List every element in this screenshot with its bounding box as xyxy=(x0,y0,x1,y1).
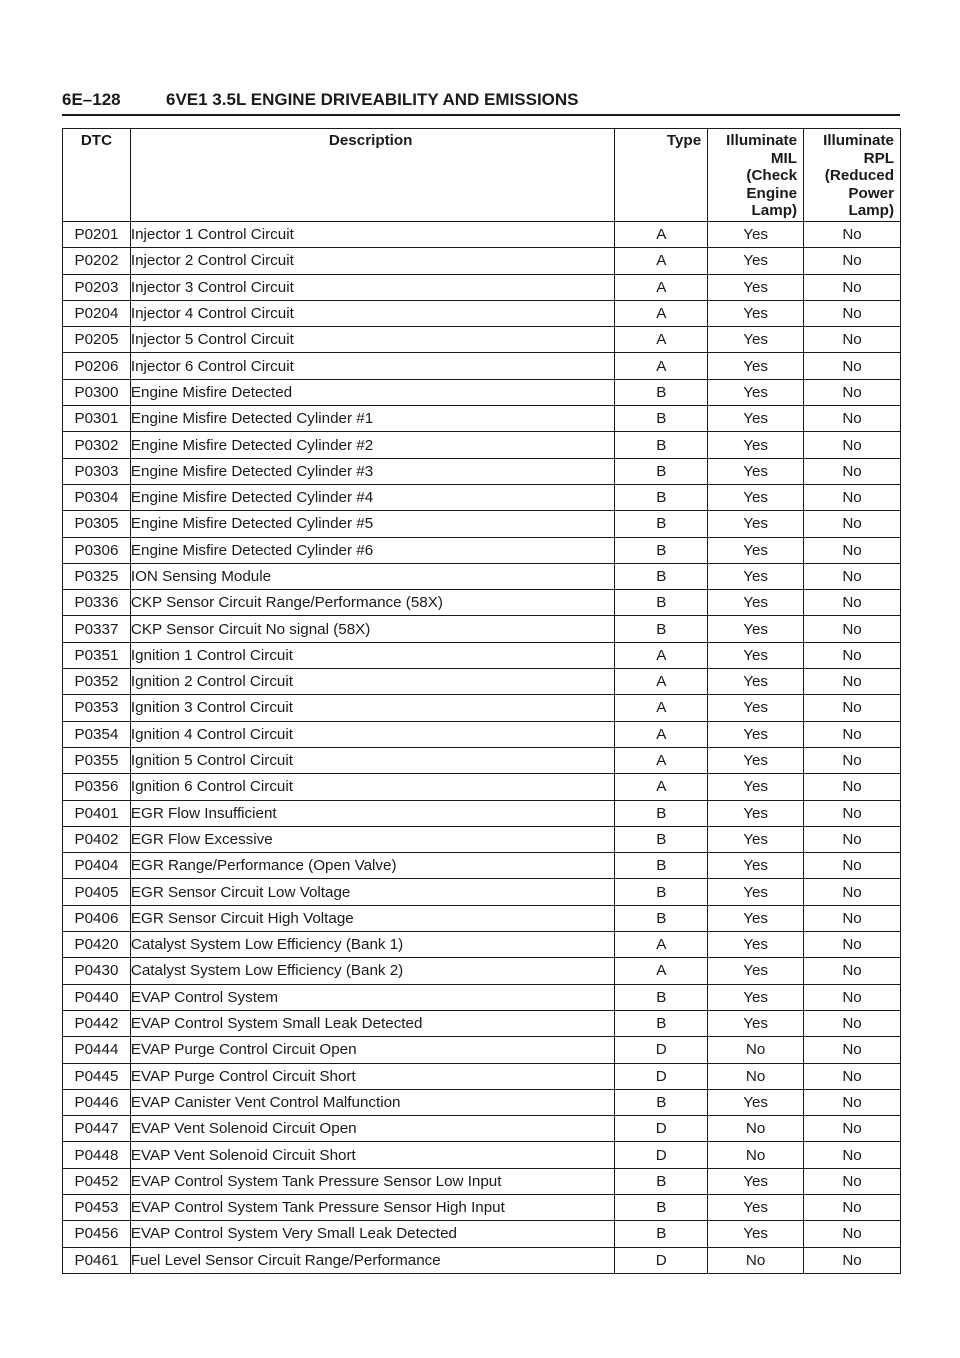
description-cell: Ignition 2 Control Circuit xyxy=(130,669,615,695)
dtc-code-cell: P0354 xyxy=(63,721,131,747)
dtc-table xyxy=(62,128,901,1274)
table-row xyxy=(63,721,901,747)
rpl-header-line: Power xyxy=(848,184,894,202)
page-title: 6VE1 3.5L ENGINE DRIVEABILITY AND EMISSIONS xyxy=(166,90,579,109)
rpl-cell: No xyxy=(804,248,901,274)
description-cell: EVAP Control System Tank Pressure Sensor High Input xyxy=(130,1194,615,1220)
type-cell: A xyxy=(615,274,708,300)
mil-cell: Yes xyxy=(708,669,804,695)
description-cell: Injector 1 Control Circuit xyxy=(130,222,615,248)
dtc-code-cell: P0446 xyxy=(63,1089,131,1115)
type-cell: A xyxy=(615,669,708,695)
type-cell: A xyxy=(615,932,708,958)
description-cell: EVAP Control System xyxy=(130,984,615,1010)
mil-cell: Yes xyxy=(708,932,804,958)
type-cell: B xyxy=(615,379,708,405)
mil-header-line: Illuminate xyxy=(726,132,798,149)
table-header-row xyxy=(63,129,901,222)
table-row xyxy=(63,353,901,379)
dtc-code-cell: P0406 xyxy=(63,905,131,931)
rpl-cell: No xyxy=(804,379,901,405)
dtc-code-cell: P0336 xyxy=(63,590,131,616)
column-header-rpl xyxy=(804,129,901,222)
dtc-code-cell: P0303 xyxy=(63,458,131,484)
dtc-code-cell: P0453 xyxy=(63,1194,131,1220)
page-number: 6E–128 xyxy=(62,90,121,109)
rpl-cell: No xyxy=(804,590,901,616)
table-row xyxy=(63,747,901,773)
mil-cell: Yes xyxy=(708,774,804,800)
dtc-code-cell: P0401 xyxy=(63,800,131,826)
dtc-code-cell: P0305 xyxy=(63,511,131,537)
mil-header-line: MIL xyxy=(770,149,798,167)
description-cell: EVAP Control System Very Small Leak Detected xyxy=(130,1221,615,1247)
column-header-description: Description xyxy=(130,129,615,222)
table-row xyxy=(63,616,901,642)
mil-cell: Yes xyxy=(708,511,804,537)
rpl-header-line: (Reduced xyxy=(824,167,894,184)
table-row xyxy=(63,511,901,537)
type-cell: A xyxy=(615,248,708,274)
description-cell: Engine Misfire Detected Cylinder #5 xyxy=(130,511,615,537)
mil-cell: Yes xyxy=(708,879,804,905)
dtc-code-cell: P0420 xyxy=(63,932,131,958)
mil-cell: Yes xyxy=(708,432,804,458)
type-cell: B xyxy=(615,511,708,537)
table-row xyxy=(63,958,901,984)
description-cell: Injector 2 Control Circuit xyxy=(130,248,615,274)
table-row xyxy=(63,695,901,721)
rpl-header-line: RPL xyxy=(863,149,894,167)
table-row xyxy=(63,379,901,405)
type-cell: B xyxy=(615,1194,708,1220)
table-row xyxy=(63,642,901,668)
mil-cell: Yes xyxy=(708,826,804,852)
mil-header-line: Lamp) xyxy=(751,202,798,219)
table-row xyxy=(63,1116,901,1142)
table-row xyxy=(63,484,901,510)
type-cell: B xyxy=(615,590,708,616)
table-row xyxy=(63,458,901,484)
description-cell: EVAP Purge Control Circuit Short xyxy=(130,1063,615,1089)
dtc-code-cell: P0447 xyxy=(63,1116,131,1142)
rpl-cell: No xyxy=(804,853,901,879)
table-row xyxy=(63,853,901,879)
mil-cell: Yes xyxy=(708,300,804,326)
description-cell: Engine Misfire Detected Cylinder #3 xyxy=(130,458,615,484)
rpl-cell: No xyxy=(804,1063,901,1089)
dtc-code-cell: P0337 xyxy=(63,616,131,642)
rpl-cell: No xyxy=(804,800,901,826)
mil-cell: Yes xyxy=(708,484,804,510)
dtc-code-cell: P0355 xyxy=(63,747,131,773)
rpl-cell: No xyxy=(804,958,901,984)
dtc-code-cell: P0430 xyxy=(63,958,131,984)
description-cell: EVAP Vent Solenoid Circuit Open xyxy=(130,1116,615,1142)
type-cell: A xyxy=(615,300,708,326)
column-header-mil xyxy=(708,129,804,222)
rpl-cell: No xyxy=(804,616,901,642)
rpl-cell: No xyxy=(804,1221,901,1247)
type-cell: B xyxy=(615,800,708,826)
rpl-cell: No xyxy=(804,1247,901,1273)
table-row xyxy=(63,1194,901,1220)
dtc-code-cell: P0461 xyxy=(63,1247,131,1273)
description-cell: Ignition 1 Control Circuit xyxy=(130,642,615,668)
dtc-code-cell: P0205 xyxy=(63,327,131,353)
description-cell: Engine Misfire Detected Cylinder #4 xyxy=(130,484,615,510)
rpl-cell: No xyxy=(804,1010,901,1036)
description-cell: EGR Flow Excessive xyxy=(130,826,615,852)
table-row xyxy=(63,406,901,432)
rpl-cell: No xyxy=(804,222,901,248)
mil-cell: Yes xyxy=(708,327,804,353)
type-cell: B xyxy=(615,537,708,563)
mil-cell: Yes xyxy=(708,590,804,616)
table-row xyxy=(63,274,901,300)
description-cell: Engine Misfire Detected Cylinder #2 xyxy=(130,432,615,458)
mil-cell: Yes xyxy=(708,747,804,773)
dtc-code-cell: P0405 xyxy=(63,879,131,905)
table-row xyxy=(63,1089,901,1115)
table-row xyxy=(63,537,901,563)
description-cell: Injector 5 Control Circuit xyxy=(130,327,615,353)
mil-cell: Yes xyxy=(708,353,804,379)
dtc-code-cell: P0300 xyxy=(63,379,131,405)
table-row xyxy=(63,879,901,905)
mil-cell: Yes xyxy=(708,1221,804,1247)
table-row xyxy=(63,300,901,326)
description-cell: ION Sensing Module xyxy=(130,563,615,589)
mil-cell: No xyxy=(708,1037,804,1063)
mil-cell: No xyxy=(708,1116,804,1142)
rpl-cell: No xyxy=(804,1089,901,1115)
description-cell: EGR Sensor Circuit Low Voltage xyxy=(130,879,615,905)
mil-cell: No xyxy=(708,1063,804,1089)
description-cell: Ignition 5 Control Circuit xyxy=(130,747,615,773)
table-row xyxy=(63,826,901,852)
dtc-code-cell: P0445 xyxy=(63,1063,131,1089)
description-cell: Fuel Level Sensor Circuit Range/Performance xyxy=(130,1247,615,1273)
description-cell: EGR Range/Performance (Open Valve) xyxy=(130,853,615,879)
type-cell: A xyxy=(615,695,708,721)
type-cell: D xyxy=(615,1247,708,1273)
mil-cell: Yes xyxy=(708,984,804,1010)
rpl-cell: No xyxy=(804,984,901,1010)
rpl-cell: No xyxy=(804,642,901,668)
table-row xyxy=(63,800,901,826)
rpl-cell: No xyxy=(804,1168,901,1194)
type-cell: B xyxy=(615,879,708,905)
mil-cell: Yes xyxy=(708,563,804,589)
description-cell: EVAP Canister Vent Control Malfunction xyxy=(130,1089,615,1115)
description-cell: EVAP Control System Tank Pressure Sensor Low Input xyxy=(130,1168,615,1194)
mil-cell: Yes xyxy=(708,800,804,826)
description-cell: EVAP Purge Control Circuit Open xyxy=(130,1037,615,1063)
type-cell: B xyxy=(615,563,708,589)
dtc-code-cell: P0204 xyxy=(63,300,131,326)
mil-cell: Yes xyxy=(708,1168,804,1194)
description-cell: EVAP Control System Small Leak Detected xyxy=(130,1010,615,1036)
dtc-code-cell: P0304 xyxy=(63,484,131,510)
type-cell: A xyxy=(615,721,708,747)
description-cell: Injector 3 Control Circuit xyxy=(130,274,615,300)
description-cell: EVAP Vent Solenoid Circuit Short xyxy=(130,1142,615,1168)
rpl-cell: No xyxy=(804,1194,901,1220)
table-row xyxy=(63,432,901,458)
dtc-code-cell: P0444 xyxy=(63,1037,131,1063)
table-row xyxy=(63,905,901,931)
dtc-code-cell: P0440 xyxy=(63,984,131,1010)
mil-cell: No xyxy=(708,1247,804,1273)
rpl-cell: No xyxy=(804,484,901,510)
type-cell: A xyxy=(615,774,708,800)
table-row xyxy=(63,984,901,1010)
type-cell: B xyxy=(615,1168,708,1194)
rpl-cell: No xyxy=(804,669,901,695)
dtc-code-cell: P0404 xyxy=(63,853,131,879)
description-cell: EGR Flow Insufficient xyxy=(130,800,615,826)
dtc-code-cell: P0306 xyxy=(63,537,131,563)
description-cell: Ignition 6 Control Circuit xyxy=(130,774,615,800)
dtc-code-cell: P0452 xyxy=(63,1168,131,1194)
rpl-cell: No xyxy=(804,932,901,958)
description-cell: Injector 6 Control Circuit xyxy=(130,353,615,379)
mil-cell: Yes xyxy=(708,1089,804,1115)
type-cell: B xyxy=(615,1089,708,1115)
mil-cell: Yes xyxy=(708,406,804,432)
mil-cell: Yes xyxy=(708,616,804,642)
type-cell: A xyxy=(615,642,708,668)
table-row xyxy=(63,1037,901,1063)
rpl-header-line: Lamp) xyxy=(848,202,894,219)
type-cell: A xyxy=(615,222,708,248)
type-cell: B xyxy=(615,984,708,1010)
type-cell: D xyxy=(615,1037,708,1063)
description-cell: Catalyst System Low Efficiency (Bank 2) xyxy=(130,958,615,984)
page-header xyxy=(62,88,900,116)
column-header-dtc: DTC xyxy=(63,129,131,222)
dtc-code-cell: P0442 xyxy=(63,1010,131,1036)
rpl-cell: No xyxy=(804,300,901,326)
mil-cell: No xyxy=(708,1142,804,1168)
mil-cell: Yes xyxy=(708,1010,804,1036)
rpl-cell: No xyxy=(804,1142,901,1168)
type-cell: B xyxy=(615,432,708,458)
rpl-cell: No xyxy=(804,695,901,721)
type-cell: D xyxy=(615,1116,708,1142)
description-cell: CKP Sensor Circuit Range/Performance (58X) xyxy=(130,590,615,616)
type-cell: A xyxy=(615,327,708,353)
rpl-cell: No xyxy=(804,721,901,747)
mil-cell: Yes xyxy=(708,274,804,300)
dtc-code-cell: P0201 xyxy=(63,222,131,248)
table-row xyxy=(63,1168,901,1194)
description-cell: Engine Misfire Detected Cylinder #1 xyxy=(130,406,615,432)
table-row xyxy=(63,1063,901,1089)
dtc-code-cell: P0206 xyxy=(63,353,131,379)
table-row xyxy=(63,1142,901,1168)
table-row xyxy=(63,774,901,800)
rpl-cell: No xyxy=(804,353,901,379)
description-cell: Engine Misfire Detected xyxy=(130,379,615,405)
type-cell: D xyxy=(615,1063,708,1089)
rpl-cell: No xyxy=(804,747,901,773)
description-cell: Ignition 4 Control Circuit xyxy=(130,721,615,747)
mil-cell: Yes xyxy=(708,853,804,879)
type-cell: A xyxy=(615,958,708,984)
mil-cell: Yes xyxy=(708,905,804,931)
mil-cell: Yes xyxy=(708,248,804,274)
mil-cell: Yes xyxy=(708,695,804,721)
rpl-cell: No xyxy=(804,879,901,905)
table-row xyxy=(63,327,901,353)
description-cell: CKP Sensor Circuit No signal (58X) xyxy=(130,616,615,642)
rpl-header-line: Illuminate xyxy=(823,132,894,149)
mil-cell: Yes xyxy=(708,458,804,484)
table-body xyxy=(63,222,901,1274)
description-cell: Engine Misfire Detected Cylinder #6 xyxy=(130,537,615,563)
rpl-cell: No xyxy=(804,1037,901,1063)
rpl-cell: No xyxy=(804,563,901,589)
dtc-code-cell: P0352 xyxy=(63,669,131,695)
mil-cell: Yes xyxy=(708,379,804,405)
type-cell: B xyxy=(615,406,708,432)
rpl-cell: No xyxy=(804,432,901,458)
rpl-cell: No xyxy=(804,274,901,300)
dtc-code-cell: P0351 xyxy=(63,642,131,668)
rpl-cell: No xyxy=(804,511,901,537)
rpl-cell: No xyxy=(804,826,901,852)
table-row xyxy=(63,222,901,248)
rpl-cell: No xyxy=(804,537,901,563)
dtc-code-cell: P0353 xyxy=(63,695,131,721)
description-cell: EGR Sensor Circuit High Voltage xyxy=(130,905,615,931)
type-cell: B xyxy=(615,458,708,484)
rpl-cell: No xyxy=(804,458,901,484)
mil-cell: Yes xyxy=(708,1194,804,1220)
mil-cell: Yes xyxy=(708,642,804,668)
type-cell: B xyxy=(615,826,708,852)
type-cell: B xyxy=(615,1221,708,1247)
table-row xyxy=(63,248,901,274)
description-cell: Injector 4 Control Circuit xyxy=(130,300,615,326)
mil-header-line: Engine xyxy=(746,184,798,202)
table-row xyxy=(63,1010,901,1036)
table-row xyxy=(63,669,901,695)
mil-cell: Yes xyxy=(708,958,804,984)
dtc-code-cell: P0203 xyxy=(63,274,131,300)
dtc-code-cell: P0356 xyxy=(63,774,131,800)
dtc-code-cell: P0325 xyxy=(63,563,131,589)
type-cell: D xyxy=(615,1142,708,1168)
dtc-code-cell: P0302 xyxy=(63,432,131,458)
dtc-code-cell: P0301 xyxy=(63,406,131,432)
type-cell: B xyxy=(615,905,708,931)
rpl-cell: No xyxy=(804,774,901,800)
rpl-cell: No xyxy=(804,406,901,432)
description-cell: Catalyst System Low Efficiency (Bank 1) xyxy=(130,932,615,958)
mil-cell: Yes xyxy=(708,537,804,563)
type-cell: A xyxy=(615,353,708,379)
column-header-type: Type xyxy=(615,129,708,222)
type-cell: B xyxy=(615,1010,708,1036)
rpl-cell: No xyxy=(804,327,901,353)
table-row xyxy=(63,932,901,958)
table-row xyxy=(63,1221,901,1247)
mil-cell: Yes xyxy=(708,721,804,747)
mil-header-line: (Check xyxy=(746,167,798,184)
type-cell: B xyxy=(615,616,708,642)
type-cell: B xyxy=(615,853,708,879)
rpl-cell: No xyxy=(804,1116,901,1142)
type-cell: B xyxy=(615,484,708,510)
dtc-code-cell: P0402 xyxy=(63,826,131,852)
dtc-code-cell: P0456 xyxy=(63,1221,131,1247)
description-cell: Ignition 3 Control Circuit xyxy=(130,695,615,721)
dtc-code-cell: P0448 xyxy=(63,1142,131,1168)
type-cell: A xyxy=(615,747,708,773)
table-row xyxy=(63,1247,901,1273)
dtc-code-cell: P0202 xyxy=(63,248,131,274)
table-row xyxy=(63,590,901,616)
mil-cell: Yes xyxy=(708,222,804,248)
table-row xyxy=(63,563,901,589)
rpl-cell: No xyxy=(804,905,901,931)
